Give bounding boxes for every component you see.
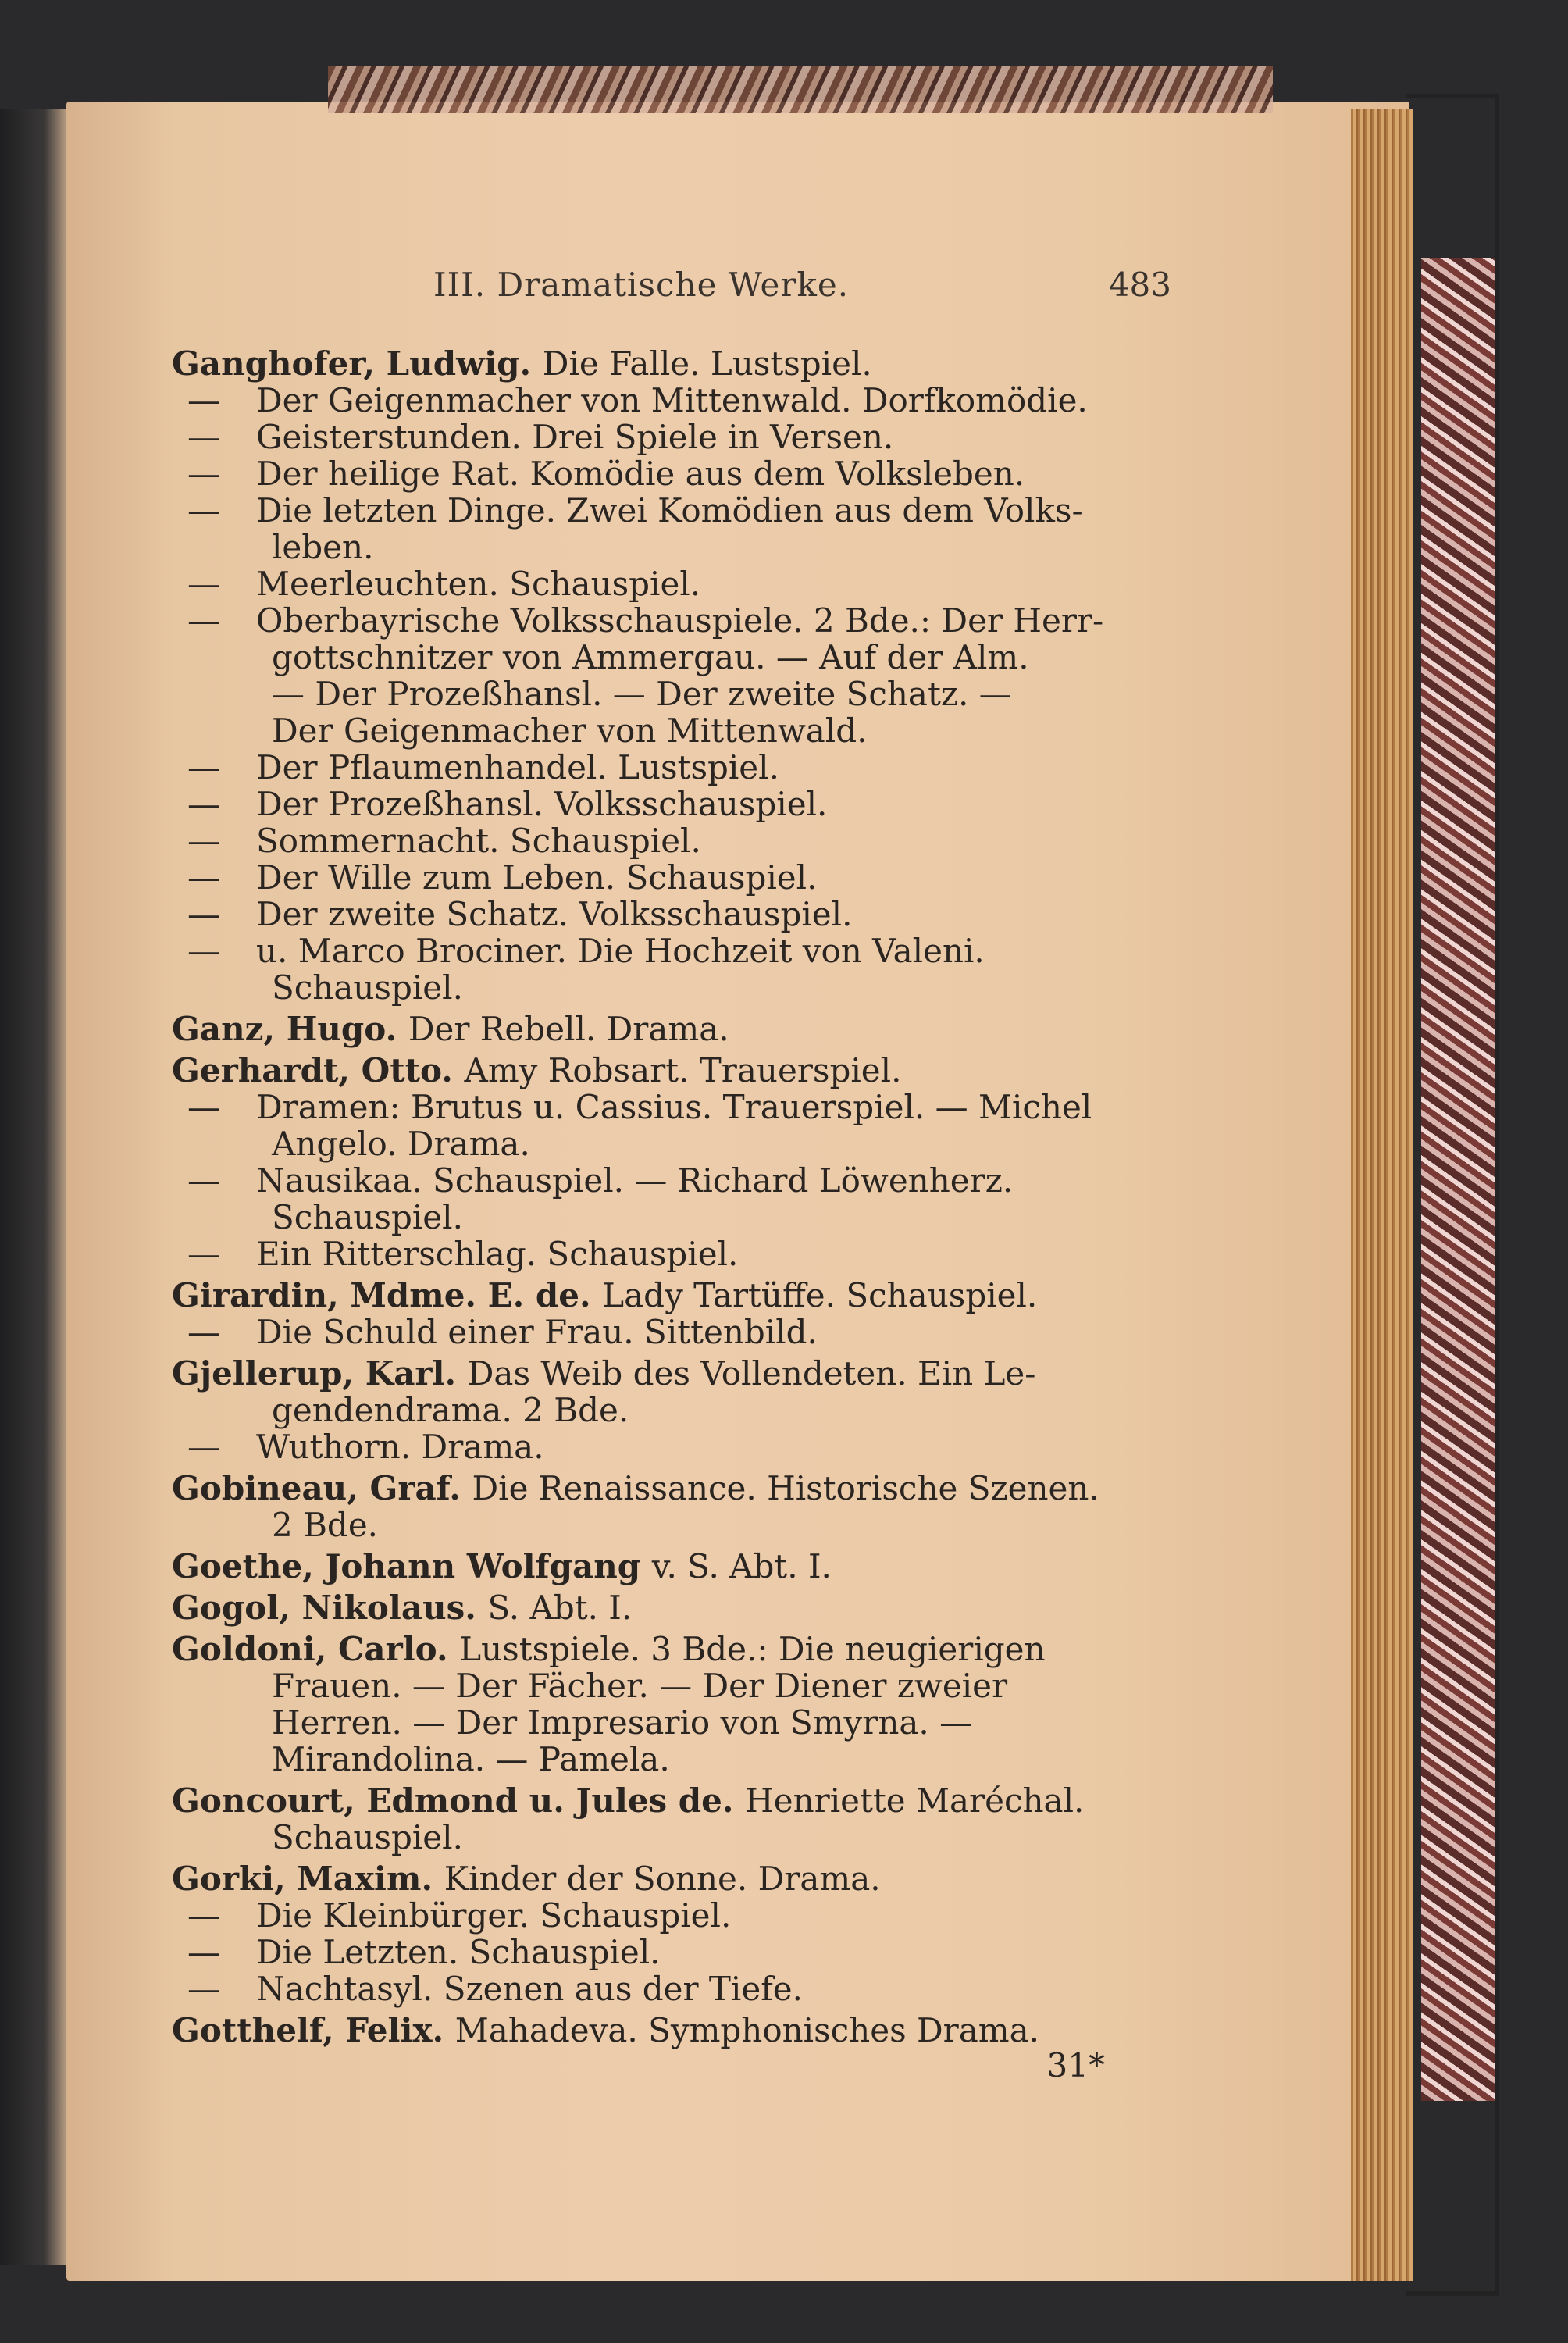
entry-text: Die Schuld einer Frau. Sittenbild. [256,1313,818,1351]
entry-text: Geisterstunden. Drei Spiele in Versen. [256,418,894,456]
author-name: Goncourt, Edmond u. Jules de. [172,1781,746,1820]
entry-text: v. S. Abt. I. [651,1547,832,1585]
entry-text: u. Marco Brociner. Die Hochzeit von Valeni. [256,932,985,970]
entry-line [172,419,1171,455]
entry-line [172,969,1171,1006]
entry-line [172,2012,1171,2049]
sub-entry [172,602,1171,749]
author-name: Gogol, Nikolaus. [172,1589,488,1627]
ditto-dash: — [187,895,220,933]
entry-text: Die Falle. Lustspiel. [542,344,872,383]
author-name: Girardin, Mdme. E. de. [172,1276,603,1314]
entry-line [172,1089,1171,1125]
page-fore-edge [1351,109,1413,2281]
ditto-dash: — [187,1235,220,1273]
entry-text: Die Kleinbürger. Schauspiel. [256,1896,732,1935]
entry-text: Angelo. Drama. [272,1125,530,1163]
sub-entry [172,859,1171,896]
entry-line [172,1314,1171,1350]
entry-line [172,1589,1171,1626]
entry-text: Der Geigenmacher von Mittenwald. [272,711,868,750]
entry-text: Der Wille zum Leben. Schauspiel. [256,858,818,897]
author-name: Ganghofer, Ludwig. [172,344,543,383]
entry-line [172,896,1171,933]
sub-entry [172,933,1171,1006]
sub-entry [172,1897,1171,1934]
author-name: Goldoni, Carlo. [172,1630,460,1668]
ditto-dash: — [187,455,220,493]
sub-entry [172,822,1171,859]
entry-line [172,1052,1171,1089]
ditto-dash: — [187,601,220,640]
entry-text: gottschnitzer von Ammergau. — Auf der Alm. [272,638,1029,676]
ditto-dash: — [187,1970,220,2008]
entry-text: — Der Prozeßhansl. — Der zweite Schatz. — [272,675,1012,713]
entry-text: Der Rebell. Drama. [408,1010,729,1048]
sub-entry [172,1162,1171,1236]
entry-line [172,492,1171,529]
author-entry [172,1631,1171,1778]
entry-text: Der Prozeßhansl. Volksschauspiel. [256,785,828,823]
sub-entry [172,565,1171,602]
entry-text: Nachtasyl. Szenen aus der Tiefe. [256,1970,803,2008]
ditto-dash: — [187,748,220,786]
entry-text: Ein Ritterschlag. Schauspiel. [256,1235,739,1273]
bibliography-entries [172,345,1171,2049]
author-name: Gotthelf, Felix. [172,2011,455,2049]
sub-entry [172,1314,1171,1350]
author-entry [172,1011,1171,1047]
sub-entry [172,1970,1171,2007]
ditto-dash: — [187,1896,220,1935]
entry-text: Der heilige Rat. Komödie aus dem Volksleben. [256,455,1025,493]
author-entry [172,345,1171,382]
entry-text: Der zweite Schatz. Volksschauspiel. [256,895,853,933]
sub-entry [172,1089,1171,1162]
author-entry [172,1277,1171,1314]
entry-text: Der Pflaumenhandel. Lustspiel. [256,748,779,786]
ditto-dash: — [187,1428,220,1466]
author-name: Ganz, Hugo. [172,1010,408,1048]
entry-text: Oberbayrische Volksschauspiele. 2 Bde.: Der Herr- [256,601,1104,640]
entry-text: Lustspiele. 3 Bde.: Die neugierigen [459,1630,1046,1668]
signature-mark-text: 31* [1046,2046,1105,2084]
sub-entry [172,1934,1171,1970]
author-entry [172,1548,1171,1585]
entry-text: Wuthorn. Drama. [256,1428,544,1466]
sub-entry [172,382,1171,419]
entry-text: Meerleuchten. Schauspiel. [256,565,701,603]
entry-line [172,1277,1171,1314]
sub-entry [172,896,1171,933]
entry-line [172,382,1171,419]
entry-line [172,1667,1171,1704]
entry-line [172,455,1171,492]
entry-line [172,1782,1171,1819]
entry-line [172,933,1171,969]
sub-entry [172,419,1171,455]
author-name: Gorki, Maxim. [172,1860,444,1898]
entry-text: Die Renaissance. Historische Szenen. [472,1469,1099,1507]
entry-line [172,1125,1171,1162]
entry-line [172,1970,1171,2007]
author-name: Gjellerup, Karl. [172,1354,468,1393]
ditto-dash: — [187,1933,220,1971]
author-entry [172,2012,1171,2049]
entry-line [172,1162,1171,1199]
entry-line [172,1548,1171,1585]
entry-text: Die letzten Dinge. Zwei Komödien aus dem Volks- [256,491,1083,530]
entry-text: Mirandolina. — Pamela. [272,1740,670,1778]
entry-text: Nausikaa. Schauspiel. — Richard Löwenherz. [256,1161,1014,1200]
entry-text: 2 Bde. [272,1506,379,1544]
page-number: 483 [1108,266,1171,304]
ditto-dash: — [187,381,220,419]
entry-text: Schauspiel. [272,1818,463,1856]
author-name: Gobineau, Graf. [172,1469,472,1507]
entry-text: Herren. — Der Impresario von Smyrna. — [272,1703,973,1742]
entry-text: Sommernacht. Schauspiel. [256,822,701,860]
entry-line [172,1507,1171,1543]
entry-line [172,859,1171,896]
marbled-top-edge [328,66,1273,113]
ditto-dash: — [187,1161,220,1200]
entry-text: Frauen. — Der Fächer. — Der Diener zweier [272,1667,1008,1705]
entry-text: Schauspiel. [272,1198,463,1236]
ditto-dash: — [187,785,220,823]
entry-text: Kinder der Sonne. Drama. [444,1860,881,1898]
entry-line [172,1934,1171,1970]
sub-entry [172,749,1171,786]
sub-entry [172,786,1171,822]
author-entry [172,1589,1171,1626]
entry-line [172,1355,1171,1392]
entry-text: gendendrama. 2 Bde. [272,1391,629,1429]
marbled-cover-edge [1421,258,1495,2101]
ditto-dash: — [187,822,220,860]
entry-line [172,712,1171,749]
entry-text: Dramen: Brutus u. Cassius. Trauerspiel. — Michel [256,1088,1092,1126]
entry-line [172,1741,1171,1778]
ditto-dash: — [187,565,220,603]
author-entry [172,1860,1171,1897]
entry-text: Amy Robsart. Trauerspiel. [464,1051,902,1089]
entry-line [172,529,1171,565]
entry-line [172,822,1171,859]
entry-line [172,786,1171,822]
entry-line [172,1199,1171,1236]
entry-line [172,1704,1171,1741]
entry-line [172,1819,1171,1856]
entry-text: Henriette Maréchal. [745,1781,1085,1820]
author-entry [172,1470,1171,1543]
ditto-dash: — [187,858,220,897]
entry-text: Der Geigenmacher von Mittenwald. Dorfkomödie. [256,381,1088,419]
ditto-dash: — [187,491,220,530]
entry-line [172,1631,1171,1667]
entry-line [172,565,1171,602]
signature-mark [172,2046,1171,2084]
ditto-dash: — [187,932,220,970]
sub-entry [172,1236,1171,1272]
entry-text: S. Abt. I. [487,1589,633,1627]
running-header [172,266,1171,312]
entry-text: Die Letzten. Schauspiel. [256,1933,661,1971]
entry-text: Mahadeva. Symphonisches Drama. [454,2011,1040,2049]
entry-line [172,1392,1171,1428]
book-binding-left [0,109,74,2265]
sub-entry [172,492,1171,565]
entry-line [172,1470,1171,1507]
author-name: Goethe, Johann Wolfgang [172,1547,652,1585]
section-title: III. Dramatische Werke. [433,266,850,304]
entry-text: Das Weib des Vollendeten. Ein Le- [467,1354,1036,1393]
entry-line [172,345,1171,382]
ditto-dash: — [187,418,220,456]
author-entry [172,1355,1171,1428]
entry-line [172,749,1171,786]
entry-line [172,1011,1171,1047]
entry-text: leben. [272,528,374,566]
entry-text: Lady Tartüffe. Schauspiel. [602,1276,1038,1314]
entry-line [172,639,1171,676]
sub-entry [172,455,1171,492]
author-name: Gerhardt, Otto. [172,1051,465,1089]
entry-line [172,676,1171,712]
entry-line [172,1428,1171,1465]
entry-line [172,1236,1171,1272]
entry-text: Schauspiel. [272,968,463,1007]
entry-line [172,602,1171,639]
sub-entry [172,1428,1171,1465]
entry-line [172,1897,1171,1934]
entry-line [172,1860,1171,1897]
author-entry [172,1052,1171,1089]
ditto-dash: — [187,1088,220,1126]
author-entry [172,1782,1171,1856]
ditto-dash: — [187,1313,220,1351]
